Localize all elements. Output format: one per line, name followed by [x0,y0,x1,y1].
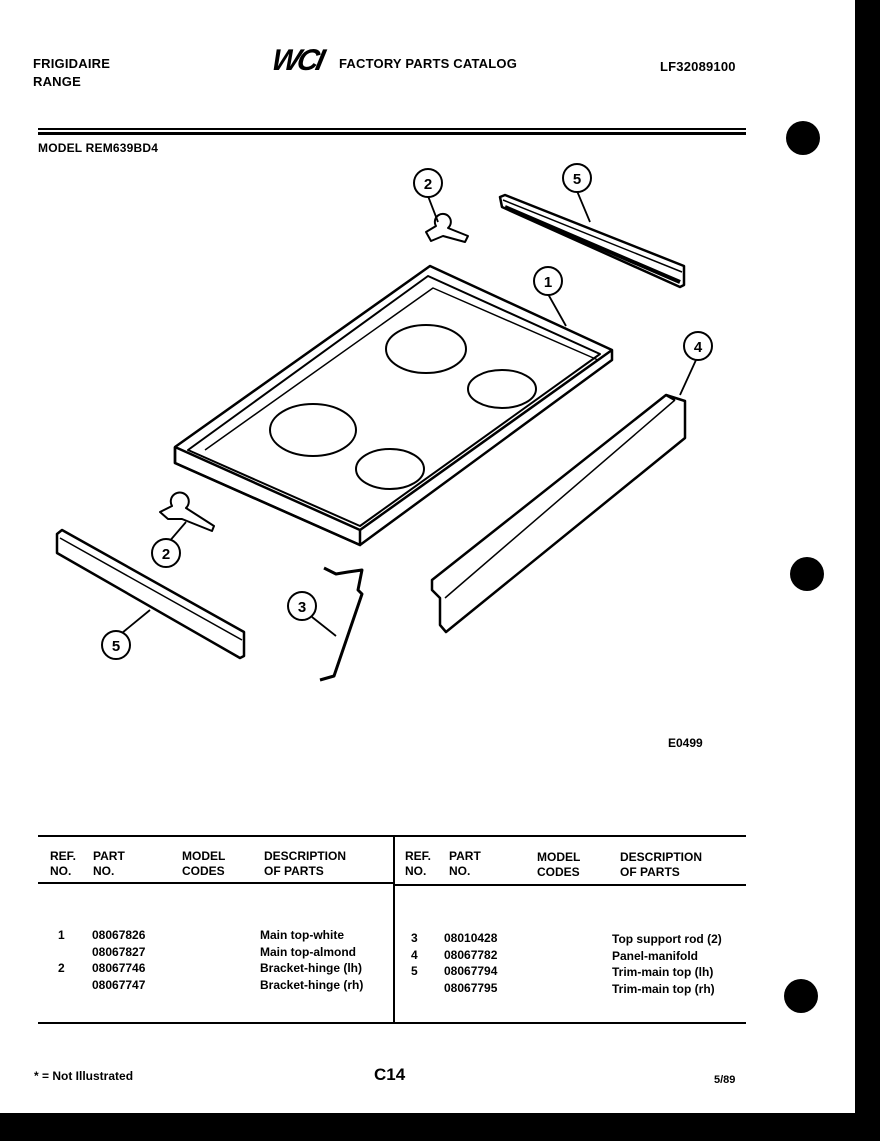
table-cell-part: 08067747 [92,977,146,992]
table-cell-ref: 2 [58,961,65,975]
figure-id: E0499 [668,736,703,750]
wci-logo: WCI [268,44,325,77]
right-ref-column [411,930,418,996]
table-cell-part: 08067794 [444,964,498,978]
left-desc-column [260,927,363,993]
not-illustrated-note: * = Not Illustrated [34,1069,134,1083]
header-part-no [93,849,125,879]
callout-2-upper: 2 [423,176,433,193]
table-cell-desc: Main top-almond [260,944,356,959]
table-cell-part: 08067746 [92,961,146,975]
header-text: NO. [405,864,427,878]
header-text: DESCRIPTION [264,849,347,863]
table-column-divider [393,835,395,1023]
header-text: CODES [537,865,580,879]
bracket-hinge-lower-drawing [160,492,214,531]
callout-3: 3 [297,599,307,616]
table-cell-ref [58,944,65,961]
header-text: REF. [405,849,432,863]
product-type: RANGE [33,74,81,89]
header-description [620,850,702,880]
header-text: REF. [50,849,77,863]
callout-4: 4 [693,339,703,356]
left-part-column [92,927,145,993]
table-cell-desc: Main top-white [260,928,344,942]
table-cell-desc: Bracket-hinge (lh) [260,961,363,975]
table-cell-desc: Trim-main top (rh) [612,981,715,996]
catalog-number: LF32089100 [660,59,736,74]
table-cell-part: 08067826 [92,928,146,942]
header-text: MODEL [182,849,226,863]
table-cell-desc: Trim-main top (lh) [612,965,714,979]
header-model-codes [182,849,225,879]
header-ref-no [50,849,76,879]
header-text: NO. [50,864,72,878]
table-cell-part: 08067782 [444,947,498,962]
trim-upper-drawing [500,195,684,287]
right-part-column [444,930,497,996]
catalog-title: FACTORY PARTS CATALOG [339,56,518,71]
table-cell-ref: 4 [411,947,418,962]
table-cell-part: 08067795 [444,980,498,995]
page-number: C14 [374,1065,406,1084]
bracket-hinge-upper-drawing [426,214,468,242]
binder-hole [784,979,818,1013]
header-text: DESCRIPTION [620,850,703,864]
table-top-rule [38,835,746,837]
trim-lower-drawing [57,530,244,658]
revision-date: 5/89 [714,1074,736,1086]
header-text: NO. [449,864,471,878]
left-ref-column [58,927,65,993]
header-ref-no [405,849,431,879]
table-cell-ref: 5 [411,964,418,978]
table-cell-part: 08067827 [92,944,146,959]
table-cell-ref: 3 [411,931,418,945]
header-description [264,849,346,879]
brand-name: FRIGIDAIRE [33,56,111,71]
header-text: CODES [182,864,225,878]
table-cell-ref [58,977,65,994]
table-cell-desc: Panel-manifold [612,948,699,963]
support-rod-drawing [320,568,362,680]
table-cell-ref: 1 [58,928,65,942]
header-text: MODEL [537,850,581,864]
right-desc-column [612,931,722,997]
header-text: PART [93,849,125,863]
table-header-rule-right [395,884,746,886]
callout-5-lower: 5 [111,638,121,655]
model-label: MODEL REM639BD4 [38,141,159,155]
header-part-no [449,849,481,879]
header-text: OF PARTS [264,864,324,878]
callout-2-lower: 2 [161,546,171,563]
table-bottom-rule [38,1022,746,1024]
header-model-codes [537,850,580,880]
header-text: PART [449,849,481,863]
table-header-rule-left [38,882,393,884]
table-cell-desc: Bracket-hinge (rh) [260,977,364,992]
header-text: NO. [93,864,115,878]
header-text: OF PARTS [620,865,680,879]
callout-1: 1 [543,274,553,291]
table-cell-ref [411,980,418,997]
table-cell-desc: Top support rod (2) [612,932,722,946]
table-cell-part: 08010428 [444,931,498,945]
callout-5-upper: 5 [572,171,582,188]
